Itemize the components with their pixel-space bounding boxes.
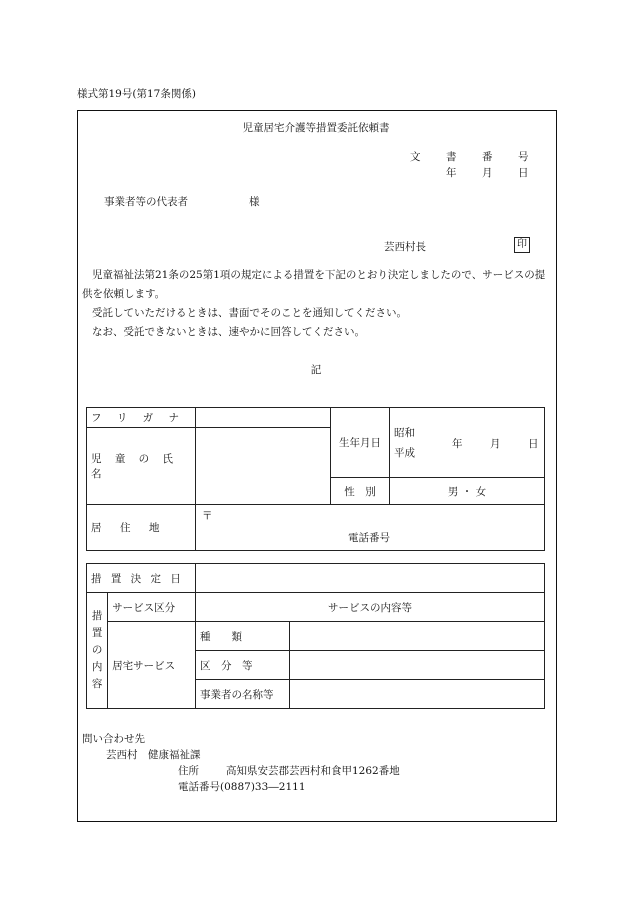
decision-date-value[interactable] <box>196 564 545 593</box>
address-value[interactable] <box>196 505 545 551</box>
birth-day-unit: 日 <box>528 437 539 450</box>
era-showa: 昭和 <box>394 426 415 439</box>
furigana-label: フ リ ガ ナ <box>87 408 196 428</box>
ki-heading: 記 <box>310 364 322 376</box>
doc-number-char: 書 <box>446 151 457 163</box>
birthdate-value[interactable] <box>390 408 545 478</box>
body-paragraph: 受託していただけるときは、書面でそのことを通知してください。 <box>92 307 407 319</box>
date-year-label: 年 <box>446 167 457 179</box>
contact-address-label: 住所 <box>178 765 199 777</box>
era-heisei: 平成 <box>394 446 415 459</box>
phone-label: 電話番号 <box>348 531 390 544</box>
body-text <box>82 266 552 342</box>
service-content-label: サービスの内容等 <box>196 593 545 622</box>
contact-phone: 電話番号(0887)33―2111 <box>178 781 306 793</box>
contact-department: 芸西村 健康福祉課 <box>106 749 201 761</box>
address-label: 居 住 地 <box>87 505 196 551</box>
body-paragraph: 児童福祉法第21条の25第1項の規定による措置を下記のとおり決定しましたので、サービスの提供を依頼します。 <box>82 269 546 300</box>
decision-date-label: 措 置 決 定 日 <box>87 564 196 593</box>
child-name-value[interactable] <box>196 428 331 505</box>
date-month-label: 月 <box>482 167 493 179</box>
seal-mark <box>514 237 530 253</box>
birth-year-unit: 年 <box>452 437 463 450</box>
addressee: 事業者等の代表者 <box>104 196 188 208</box>
doc-number-char: 文 <box>410 151 421 163</box>
contact-address: 高知県安芸郡芸西村和食甲1262番地 <box>226 765 400 777</box>
service-division-value[interactable] <box>290 651 545 680</box>
date-day-label: 日 <box>518 167 529 179</box>
service-type-label: 種 類 <box>196 622 290 651</box>
body-paragraph: なお、受託できないときは、速やかに回答してください。 <box>92 326 365 338</box>
child-name-label: 児 童 の 氏 名 <box>87 428 196 505</box>
service-category-label: サービス区分 <box>108 593 196 622</box>
addressee-honorific: 様 <box>249 196 260 208</box>
measure-table <box>86 563 545 709</box>
gender-options[interactable]: 男 ・ 女 <box>390 478 545 505</box>
provider-name-label: 事業者の名称等 <box>196 680 290 709</box>
child-info-table <box>86 407 545 551</box>
postal-mark-icon: 〒 <box>202 509 213 522</box>
contact-heading: 問い合わせ先 <box>82 733 145 745</box>
service-division-label: 区 分 等 <box>196 651 290 680</box>
furigana-value[interactable] <box>196 408 331 428</box>
document-title: 児童居宅介護等措置委託依頼書 <box>242 122 390 134</box>
gender-label: 性 別 <box>331 478 390 505</box>
form-number: 様式第19号(第17条関係) <box>77 88 196 100</box>
doc-number-char: 番 <box>482 151 493 163</box>
birthdate-label: 生年月日 <box>331 408 390 478</box>
measure-content-label: 措置の内容 <box>87 593 108 709</box>
sender: 芸西村長 <box>384 241 426 253</box>
doc-number-char: 号 <box>518 151 529 163</box>
birth-month-unit: 月 <box>490 437 501 450</box>
home-service-label: 居宅サービス <box>108 622 196 709</box>
seal-icon: 印 <box>514 237 530 253</box>
service-type-value[interactable] <box>290 622 545 651</box>
provider-name-value[interactable] <box>290 680 545 709</box>
